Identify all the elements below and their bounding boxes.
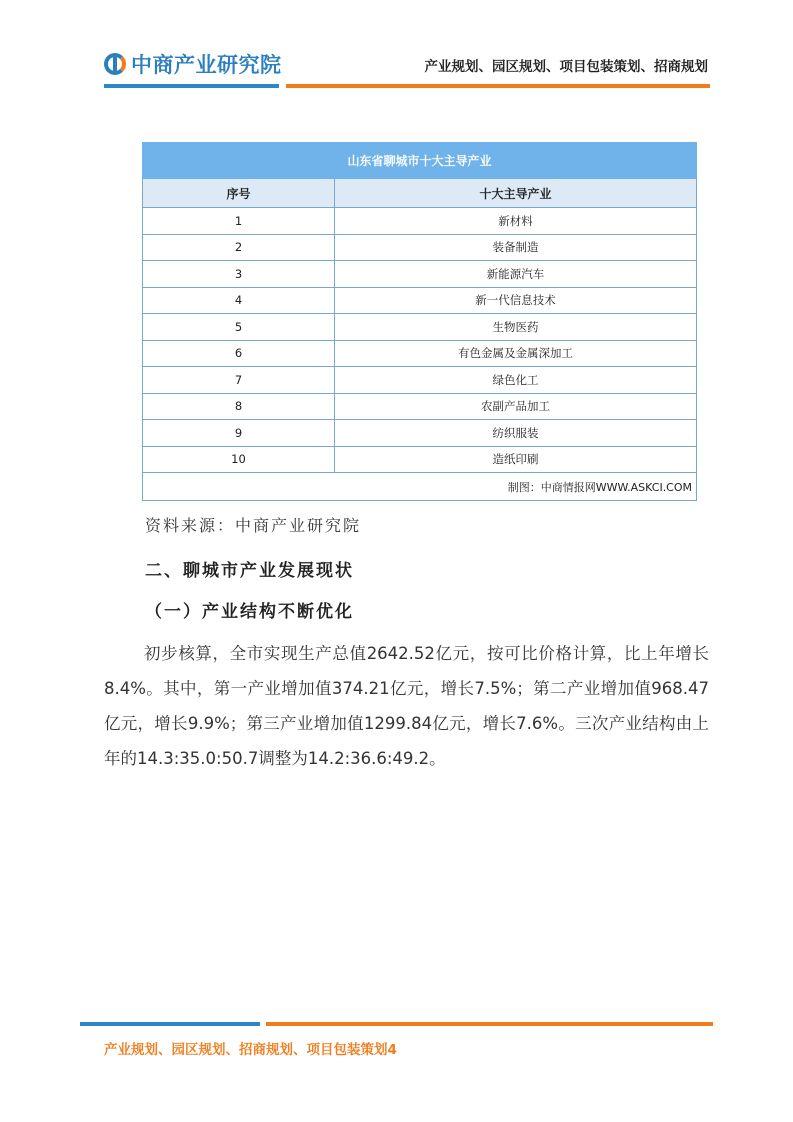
row-industry: 纺织服装 xyxy=(335,420,697,447)
row-index: 3 xyxy=(143,261,335,288)
row-industry: 新材料 xyxy=(335,208,697,235)
table-row xyxy=(143,287,697,314)
row-industry: 新能源汽车 xyxy=(335,261,697,288)
table-row xyxy=(143,208,697,235)
row-index: 9 xyxy=(143,420,335,447)
logo-text: 中商产业研究院 xyxy=(131,53,282,77)
source-note: 资料来源：中商产业研究院 xyxy=(145,516,362,535)
row-industry: 生物医药 xyxy=(335,314,697,341)
table-title: 山东省聊城市十大主导产业 xyxy=(143,143,697,179)
row-industry: 造纸印刷 xyxy=(335,446,697,473)
body-paragraph xyxy=(104,636,709,776)
footer-rule-orange xyxy=(266,1022,713,1026)
row-index: 4 xyxy=(143,287,335,314)
row-industry: 有色金属及金属深加工 xyxy=(335,340,697,367)
table-credit: 制图：中商情报网WWW.ASKCI.COM xyxy=(143,473,697,501)
row-index: 1 xyxy=(143,208,335,235)
paragraph-text: 初步核算，全市实现生产总值2642.52亿元，按可比价格计算，比上年增长8.4%。其中，第一产业增加值374.21亿元，增长7.5%；第二产业增加值968.47亿元，增长9.9%；第三产业增加值1299.84亿元，增长7.6%。三次产业结构由上年的14.3:35.0:50.7调整为14.2:36.6:49.2。 xyxy=(104,644,709,768)
table-row xyxy=(143,261,697,288)
table-row xyxy=(143,234,697,261)
section-heading: 二、聊城市产业发展现状 xyxy=(145,561,354,581)
column-header-industry: 十大主导产业 xyxy=(335,179,697,208)
logo xyxy=(104,50,282,78)
table-row xyxy=(143,314,697,341)
footer-text: 产业规划、园区规划、招商规划、项目包装策划4 xyxy=(104,1042,397,1058)
table-row xyxy=(143,393,697,420)
industry-table xyxy=(142,142,696,501)
row-index: 2 xyxy=(143,234,335,261)
header-rule-orange xyxy=(286,84,710,88)
column-header-index: 序号 xyxy=(143,179,335,208)
row-index: 7 xyxy=(143,367,335,394)
header-tagline: 产业规划、园区规划、项目包装策划、招商规划 xyxy=(424,59,708,75)
table-row xyxy=(143,340,697,367)
subsection-heading: （一）产业结构不断优化 xyxy=(145,602,354,622)
row-index: 8 xyxy=(143,393,335,420)
row-industry: 新一代信息技术 xyxy=(335,287,697,314)
table-row xyxy=(143,367,697,394)
logo-icon xyxy=(104,53,126,75)
table-row xyxy=(143,420,697,447)
row-index: 10 xyxy=(143,446,335,473)
row-industry: 装备制造 xyxy=(335,234,697,261)
row-index: 5 xyxy=(143,314,335,341)
header-rule-blue xyxy=(104,84,279,88)
row-industry: 绿色化工 xyxy=(335,367,697,394)
row-index: 6 xyxy=(143,340,335,367)
footer-rule-blue xyxy=(80,1022,260,1026)
row-industry: 农副产品加工 xyxy=(335,393,697,420)
table-row xyxy=(143,446,697,473)
